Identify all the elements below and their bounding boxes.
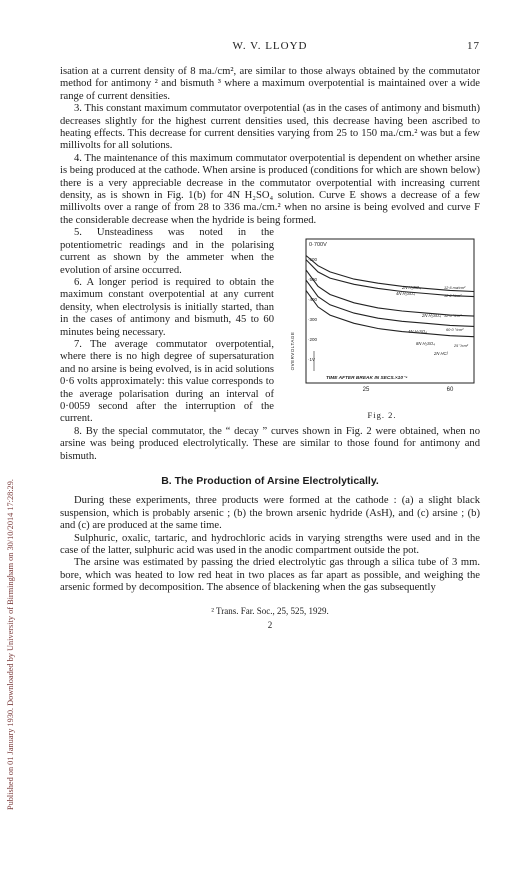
paragraph-1: isation at a current density of 8 ma./cm², are similar to those always obtained by the commutator method for antimony ² and bismuth ³ where a maximum overpotential is maintained over a wide range of current densities.	[60, 66, 480, 102]
figure-2	[284, 231, 480, 421]
figure-wrap-zone	[60, 227, 480, 426]
page	[60, 40, 480, 631]
download-notice	[6, 120, 16, 810]
paragraph-4: 4. The maintenance of this maximum commutator overpotential is dependent on whether arsine is being produced at the cathode. When arsine is produced (conditions for which are shown below) there is a very appreciable decrease in the commutator overpotential with increasing current density, as is shown in Fig. 1(b) for 4N H₂SO₄ solution. Curve E shows a decrease of a few millivolts over a range of from 28 to 336 ma./cm.² when no arsine is being evolved and curve F the considerable decrease when the hydride is being formed.	[60, 152, 480, 226]
curve-label-right: 25 "/cm²	[454, 344, 469, 349]
paragraph-7: 7. The average commutator overpotential, where there is no high degree of supersaturation and no arsine is being evolved, is in acid solutions 0·6 volts approximately: this value corresponds to the average polarisation during an interval of 0·0059 second after the interruption of the current.	[60, 338, 274, 425]
y-tick-label: ·500	[308, 277, 318, 283]
y-tick-label: ·200	[308, 337, 318, 343]
curve-label-right: 60·0 "/cm²	[446, 328, 464, 333]
section-paragraph-3: The arsine was estimated by passing the dried electrolytic gas through a silica tube of 3 mm. bore, which was heated to low red heat in two places as far apart as possible, and weighing the arsenic formed by decomposition. The absence of blackening when the gas subsequently	[60, 557, 480, 594]
paragraph-3: 3. This constant maximum commutator overpotential (as in the cases of antimony and bismuth) decreases slightly for the highest current densities used, this decrease having been ascribed to heating effects. This decrease for current densities varying from 25 to 150 ma./cm.² was but a few millivolts for all solutions.	[60, 103, 480, 152]
x-tick-label: 25	[362, 387, 370, 394]
curve-label: 4N H₂SO₄	[396, 291, 415, 297]
top-label: 0·700V	[309, 242, 327, 249]
y-tick-label: ·600	[308, 257, 318, 263]
curve-label: 2N H₂SO₄	[422, 313, 441, 319]
decay-curves-chart	[284, 231, 480, 407]
download-notice-text: Published on 01 January 1930. Downloaded by University of Birmingham on 30/10/2014 17:28:29.	[6, 479, 15, 810]
section-paragraph-2: Sulphuric, oxalic, tartaric, and hydrochloric acids in varying strengths were used and in the case of the latter, sulphuric acid was used in the anodic compartment outside the pot.	[60, 532, 480, 557]
curve-label: 4N H₂SO₄	[408, 329, 427, 335]
y-tick-label: ·300	[308, 317, 318, 323]
x-axis-label: TIME AFTER BREAK IN SECS.×10⁻⁴	[326, 376, 408, 382]
x-tick-label: 60	[446, 387, 454, 394]
footnote: ² Trans. Far. Soc., 25, 525, 1929.	[211, 605, 329, 616]
paragraph-5: 5. Unsteadiness was noted in the potentiometric readings and in the polarising current as shown by the ammeter when the evolution of arsine occurred.	[60, 227, 274, 276]
plot-frame	[306, 239, 474, 383]
curve-label-right: 12·6 ma/cm²	[444, 286, 466, 291]
section-heading: B. The Production of Arsine Electrolytically.	[161, 475, 379, 487]
signature-mark: 2	[267, 620, 273, 631]
page-number: 17	[467, 40, 480, 52]
curve-label: 8N H₂SO₄	[416, 341, 435, 347]
section-paragraph-1: During these experiments, three products were formed at the cathode : (a) a slight black suspension, which is probably arsenic ; (b) the brown arsenic hydride (AsH), and (c) arsine ; (b) and (c) are produced at the same time.	[60, 495, 480, 532]
decay-curve	[306, 260, 474, 297]
curve-label: 2N H₂SO₄	[402, 285, 421, 291]
running-header	[60, 40, 480, 56]
y-tick-label: ·1V	[308, 357, 316, 363]
running-title: W. V. LLOYD	[232, 40, 308, 52]
y-axis-label: OVERVOLTAGE	[290, 331, 295, 371]
curve-label: 2N HCl	[434, 351, 448, 357]
paragraph-8: 8. By the special commutator, the “ decay ” curves shown in Fig. 2 were obtained, when no arsine was being produced electrolytically. These are similar to those found for antimony and bismuth.	[60, 425, 480, 462]
y-tick-label: ·400	[308, 297, 318, 303]
paragraph-6: 6. A longer period is required to obtain the maximum constant overpotential at any current density, when electrolysis is initially started, than in the cases of antimony and bismuth, 45 to 60 minutes being necessary.	[60, 276, 274, 338]
figure-caption: Fig. 2.	[367, 410, 397, 421]
curve-label-right: 12·2 "/cm²	[444, 294, 462, 299]
curve-label-right: 12·6 "/cm²	[444, 314, 462, 319]
